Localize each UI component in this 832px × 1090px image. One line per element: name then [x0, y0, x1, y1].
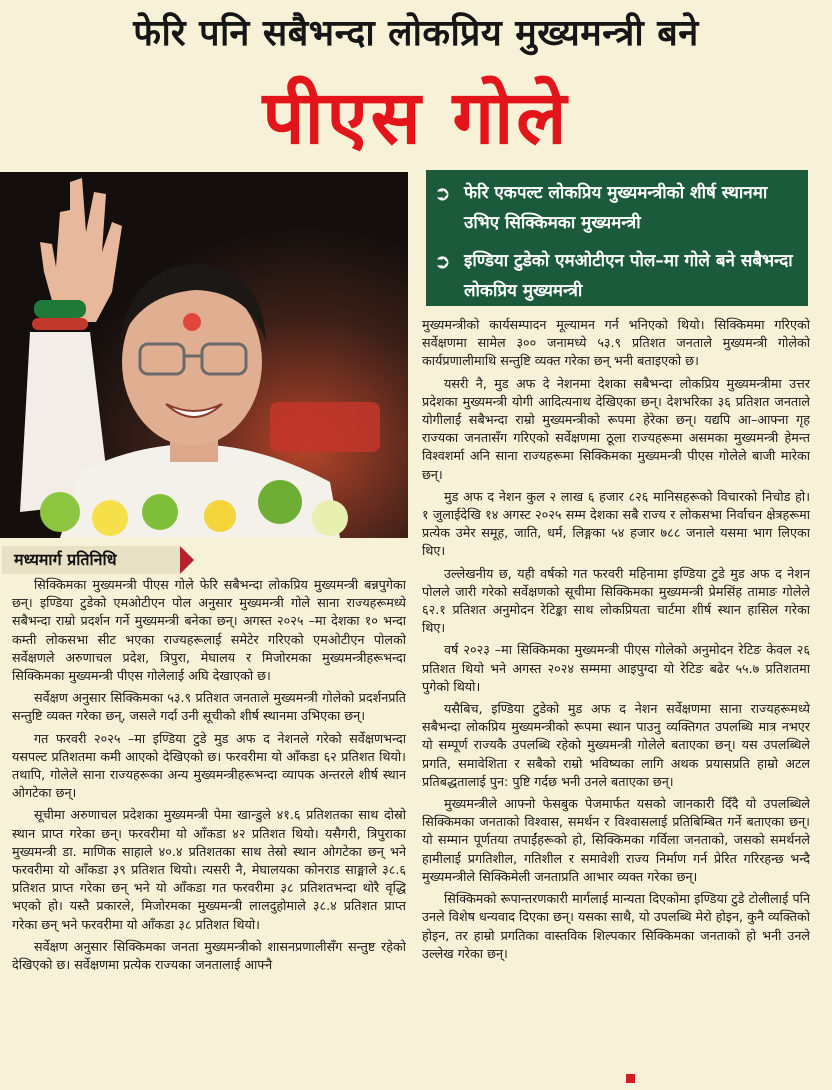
article-paragraph: वर्ष २०२३ –मा सिक्किमका मुख्यमन्त्री पीएस गोलेको अनुमोदन रेटिङ केवल २६ प्रतिशत थियो भने अगस्त २०२४ सम्ममा आइपुग्दा यो रेटिङ बढेर ५५.७ प्रतिशतमा पुगेको थियो।	[422, 642, 810, 694]
headline: फेरि पनि सबैभन्दा लोकप्रिय मुख्यमन्त्री बने	[133, 13, 699, 54]
article-paragraph: मुख्यमन्त्रीको कार्यसम्पादन मूल्यामन गर्न भनिएको थियो। सिक्किममा गरिएको सर्वेक्षणमा सामेल ३०० जनामध्ये ५३.९ प्रतिशत जनताले मुख्यमन्त्री गोलेको कार्यप्रणालीमाथि सन्तुष्टि व्यक्त गरेका छन् भनी बताइएको छ।	[422, 317, 810, 369]
highlight-text: इण्डिया टुडेको एमओटीएन पोल–मा गोले बने सबैभन्दा लोकप्रिय मुख्यमन्त्री	[464, 251, 793, 301]
article-paragraph: मुड अफ द नेशन कुल २ लाख ६ हजार ८२६ मानिसहरूको विचारको निचोड हो। १ जुलाईदेखि १४ अगस्ट २०२५ सम्म देशका सबै राज्य र लोकसभा निर्वाचन क्षेत्रहरूमा प्रत्येक उमेर समूह, जाति, धर्म, लिङ्गका ५४ हजार ७८८ जनाले यसमा भाग लिएका थिए।	[422, 488, 810, 559]
article-paragraph: सर्वेक्षण अनुसार सिक्किमका ५३.९ प्रतिशत जनताले मुख्यमन्त्री गोलेको प्रदर्शनप्रति सन्तुष्टि व्यक्त गरेका छन्, जसले गर्दा उनी सूचीको शीर्ष स्थानमा उभिएका छन्।	[12, 690, 406, 724]
highlights-box	[426, 170, 808, 306]
article-paragraph: यसरी नै, मुड अफ दे नेशनमा देशका सबैभन्दा लोकप्रिय मुख्यमन्त्रीमा उत्तर प्रदेशका मुख्यमन्त्री योगी आदित्यनाथ देखिएका छन्। देशभरिका ३६ प्रतिशत जनताले योगीलाई सबैभन्दा राम्रो मुख्यमन्त्रीको रूपमा हेरेका छन्। यद्यपि आ–आफ्ना गृह राज्यका जनतासँग गरिएको सर्वेक्षणमा ठूला राज्यहरूमा असमका मुख्यमन्त्री हेमन्त विश्वशर्मा अनि साना राज्यहरूमा सिक्किमका मुख्यमन्त्री पीएस गोलेले बाजी मारेका छन्।	[422, 375, 810, 482]
article-paragraph: मुख्यमन्त्रीले आफ्नो फेसबुक पेजमार्फत यसको जानकारी दिँदै यो उपलब्धिले सिक्किमका जनताको विश्वास, समर्थन र विश्वासलाई प्रतिबिम्बित गर्ने बताएका छन्। यो सम्मान पूर्णतया तपाईंहरूको हो, सिक्किमका गर्विला जनताको, जसको समर्थनले हामीलाई प्रगतिशील, गतिशील र समावेशी राज्य निर्माण गर्न प्रेरित गरिरहन्छ भन्दै मुख्यमन्त्रीले सिक्किमेली जनताप्रति आभार व्यक्त गरेका छन्।	[422, 796, 810, 884]
chief-minister-photo	[0, 172, 408, 538]
highlight-item	[434, 178, 798, 238]
arrow-bullet-icon: ➲	[434, 249, 451, 273]
article-paragraph: सर्वेक्षण अनुसार सिक्किमका जनता मुख्यमन्त्रीको शासनप्रणालीसँग सन्तुष्ट रहेको देखिएको छ। सर्वेक्षणमा प्रत्येक राज्यका जनतालाई आफ्नै	[12, 938, 406, 973]
article-paragraph: सिक्किमको रूपान्तरणकारी मार्गलाई मान्यता दिएकोमा इण्डिया टुडे टोलीलाई पनि उनले विशेष धन्यवाद दिएका छन्। यसका साथै, यो उपलब्धि मेरो होइन, कुनै व्यक्तिको होइन, तर हाम्रो प्रगतिका वास्तविक शिल्पकार सिक्किमका जनताको हो भनी उनले उल्लेख गरेका छन्।	[422, 891, 810, 961]
arrow-bullet-icon: ➲	[434, 181, 451, 205]
article-paragraph: गत फरवरी २०२५ –मा इण्डिया टुडे मुड अफ द नेशनले गरेको सर्वेक्षणभन्दा यसपल्ट प्रतिशतमा कमी आएको देखिएको छ। फरवरीमा यो आँकडा ६२ प्रतिशत थियो। तथापि, गोलेले साना राज्यहरूका अन्य मुख्यमन्त्रीहरूभन्दा व्यापक अन्तरले शीर्ष स्थान ओगटेका छन्।	[12, 730, 406, 801]
article-paragraph: उल्लेखनीय छ, यही वर्षको गत फरवरी महिनामा इण्डिया टुडे मुड अफ द नेशन पोलले जारी गरेको सर्वेक्षणको सूचीमा सिक्किमका मुख्यमन्त्री प्रेमसिंह तामाङ गोलेले ६२.१ प्रतिशत अनुमोदन रेटिङ्का साथ लोकप्रियता चार्टमा शीर्ष स्थान हासिल गरेका थिए।	[422, 565, 810, 636]
article-paragraph: सूचीमा अरुणाचल प्रदेशका मुख्यमन्त्री पेमा खान्डुले ४१.६ प्रतिशतका साथ दोस्रो स्थान प्राप्त गरेका छन्। फरवरीमा यो आँकडा ४२ प्रतिशत थियो। यसैगरी, त्रिपुराका मुख्यमन्त्री डा. माणिक साहाले ४०.४ प्रतिशतका साथ तेस्रो स्थान ओगटेका छन् भने फरवरीमा यो आँकडा ३९ प्रतिशत थियो। त्यसरी नै, मेघालयका कोनराड साङ्माले ३८.६ प्रतिशत प्राप्त गरेका छन् भने यो आँकडा गत फरवरीमा ३८ प्रतिशतभन्दा थोरै वृद्धि भएको हो। यस्तै प्रकारले, मिजोरमका मुख्यमन्त्री लालदुहोमाले ३८.४ प्रतिशत प्राप्त गरेका छन् भने फरवरीमा यो आँकडा ३८ प्रतिशत थियो।	[12, 807, 406, 932]
highlight-text: फेरि एकपल्ट लोकप्रिय मुख्यमन्त्रीको शीर्ष स्थानमा उभिए सिक्किमका मुख्यमन्त्री	[464, 183, 768, 233]
article-column-right	[422, 316, 810, 1086]
byline: मध्यमार्ग प्रतिनिधि	[2, 546, 180, 574]
article-paragraph: यसैबिच, इण्डिया टुडेको मुड अफ द नेशन सर्वेक्षणमा साना राज्यहरूमध्ये सबैभन्दा लोकप्रिय मुख्यमन्त्रीको रूपमा स्थान पाउनु व्यक्तिगत उपलब्धि मात्र नभएर यो सम्पूर्ण राज्यकै उपलब्धि रहेको मुख्यमन्त्री गोलेले बताएका छन्। यस उपलब्धिले प्रगति, समावेशिता र सबैको राम्रो भविष्यका लागि अथक प्रयासप्रति हाम्रो अटल प्रतिबद्धतालाई पुन: पुष्टि गर्दछ भनी उनले बताएका छन्।	[422, 701, 810, 789]
end-mark	[626, 1074, 635, 1083]
article-paragraph: सिक्किमका मुख्यमन्त्री पीएस गोले फेरि सबैभन्दा लोकप्रिय मुख्यमन्त्री बन्नपुगेका छन्। इण्डिया टुडेको एमओटीएन पोल अनुसार मुख्यमन्त्री गोले साना राज्यहरूमध्ये सबैभन्दा राम्रो प्रदर्शन गर्ने मुख्यमन्त्री बनेका छन्। अगस्त २०२५ –मा देशका १० भन्दा कम्ती लोकसभा सीट भएका राज्यहरूलाई समेटेर गरिएको एमओटीएन पोलको सर्वेक्षणले अरुणाचल प्रदेश, त्रिपुरा, मेघालय र मिजोरमका मुख्यमन्त्रीहरूभन्दा सिक्किमका मुख्यमन्त्री पीएस गोलेलाई अघि देखाएको छ।	[12, 577, 406, 684]
highlight-item	[434, 246, 798, 306]
name-title: पीएस गोले	[262, 75, 570, 161]
article-column-left	[12, 576, 406, 1086]
